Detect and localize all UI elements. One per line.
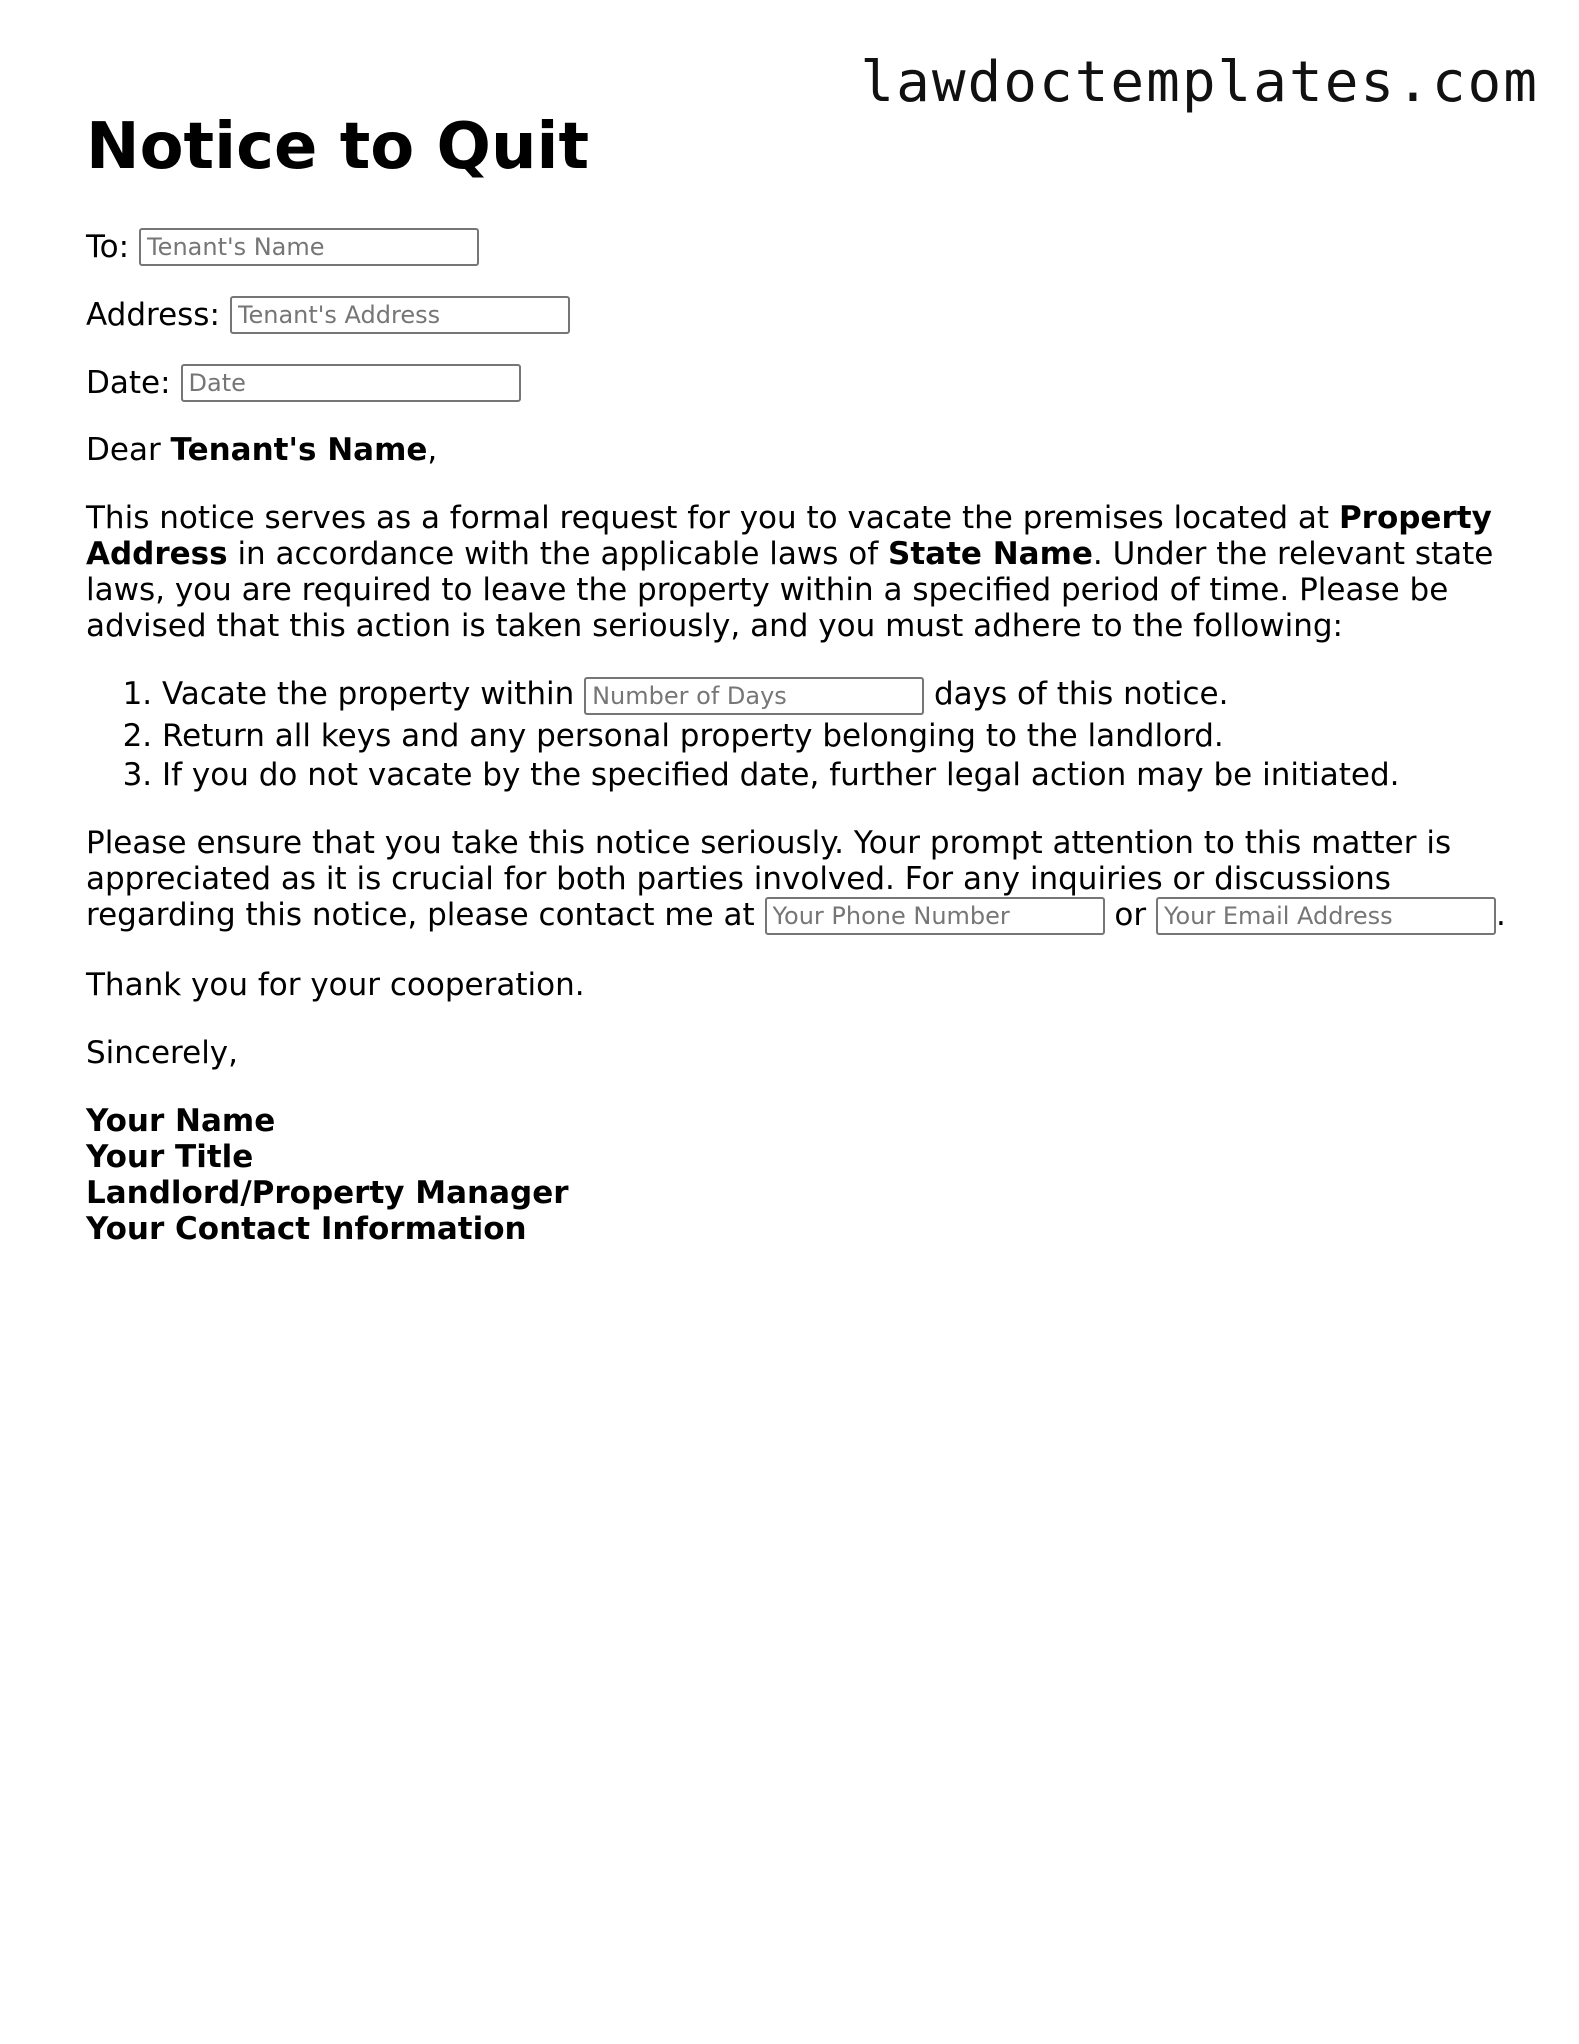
date-row [86,364,1506,402]
body2-end: . [1495,896,1506,933]
site-watermark: lawdoctemplates.com [860,50,1539,115]
tenant-address-input[interactable] [230,296,570,334]
date-label: Date: [86,365,171,401]
signature-name: Your Name [86,1103,276,1139]
body2-text: Please ensure that you take this notice seriously. Your prompt attention to this matter is appreciated as it is crucial for both parties involved. For any inquiries or discussions regarding this notice, please contact me at [86,824,1452,933]
address-row [86,296,1506,334]
body1-part3: . Under the relevant state laws, you are required to leave the property within a specified period of time. Please be advised that this action is taken seriously, and you must adhere to the following: [86,536,1494,644]
greeting-prefix: Dear [86,432,171,468]
email-address-input[interactable] [1156,897,1496,935]
address-label: Address: [86,297,220,333]
requirements-list [86,676,1506,793]
item1-after: days of this notice. [924,676,1229,712]
to-row [86,228,1506,266]
tenant-name-input[interactable] [139,228,479,266]
body1-state-name: State Name [888,536,1093,572]
notice-document [86,108,1506,1247]
thanks-line: Thank you for your cooperation. [86,967,585,1003]
page-title: Notice to Quit [86,110,590,184]
greeting-suffix: , [427,432,438,468]
date-input[interactable] [181,364,521,402]
number-of-days-input[interactable] [584,677,924,715]
item1-before: Vacate the property within [162,676,585,712]
greeting [86,432,1506,468]
closing-line: Sincerely, [86,1035,239,1071]
greeting-tenant-name: Tenant's Name [170,432,428,468]
signature-role: Landlord/Property Manager [86,1175,569,1211]
body-paragraph-2 [86,825,1506,936]
body2-or: or [1104,896,1156,933]
signature-block [86,1103,1506,1247]
phone-number-input[interactable] [765,897,1105,935]
body1-part1: This notice serves as a formal request for you to vacate the premises located at [86,500,1339,536]
list-item [162,676,1506,715]
body-paragraph-1 [86,500,1506,644]
body1-part2: in accordance with the applicable laws of [227,536,888,572]
to-label: To: [86,229,130,265]
list-item: 3. If you do not vacate by the specified date, further legal action may be initiated. [162,757,1506,793]
list-item: 2. Return all keys and any personal property belonging to the landlord. [162,718,1506,754]
signature-title: Your Title [86,1139,254,1175]
signature-contact: Your Contact Information [86,1211,527,1247]
body1-property-address: Property Address [86,500,1492,572]
